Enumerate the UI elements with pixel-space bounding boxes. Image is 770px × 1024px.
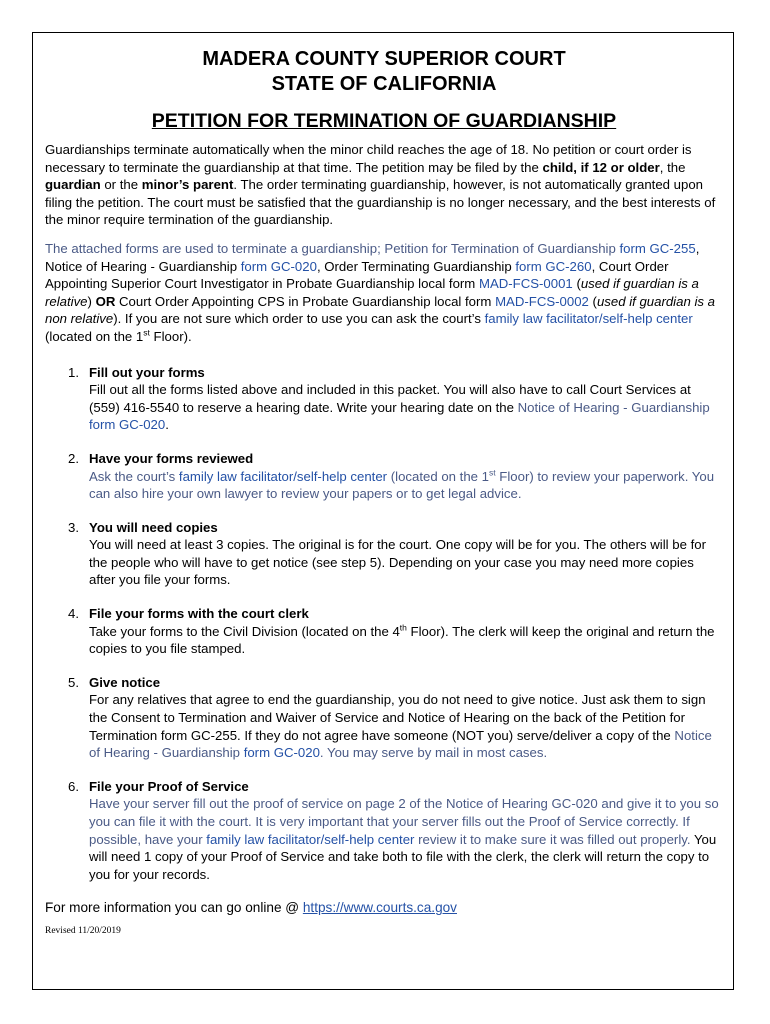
link-form-gc-260[interactable]: form GC-260 — [515, 258, 592, 274]
link-form-gc-020[interactable]: form GC-020 — [240, 258, 317, 274]
step-title: Fill out your forms — [89, 364, 205, 380]
link-form-gc-255[interactable]: form GC-255 — [619, 240, 696, 256]
step-item: 5. Give notice For any relatives that agree to end the guardianship, you do not need to give notice. Just ask them to sign the Consent to Termination and Waiver of Service and Notice of Hearing on the back of the Petition for Termination form GC-255. If they do not agree have someone (NOT you) serve/deliver a copy of the Notice of Hearing - Guardianship form GC-020. You may serve by mail in most cases. — [45, 674, 723, 762]
steps-list — [45, 364, 723, 884]
document-title: PETITION FOR TERMINATION OF GUARDIANSHIP — [151, 110, 617, 132]
step-title: File your Proof of Service — [89, 778, 249, 794]
state-name: STATE OF CALIFORNIA — [271, 73, 497, 95]
link-form-gc-020[interactable]: form GC-020 — [89, 417, 166, 433]
forms-paragraph: The attached forms are used to terminate a guardianship; Petition for Termination of Guardianship form GC-255, Notice of Hearing - Guardianship form GC-020, Order Terminating Guardianship form GC-260, Court Order Appointing Superior Court Investigator in Probate Guardianship local form MAD-FCS-0001 (used if guardian is a relative) OR Court Order Appointing CPS in Probate Guardianship local form MAD-FCS-0002 (used if guardian is a non relative). If you are not sure which order to use you can ask the court’s family law facilitator/self-help center (located on the 1st Floor). — [45, 240, 715, 344]
court-name: MADERA COUNTY SUPERIOR COURT — [202, 48, 566, 70]
courts-website-link[interactable]: https://www.courts.ca.gov — [302, 900, 457, 916]
step-item: 3. You will need copies You will need at least 3 copies. The original is for the court. One copy will be for you. The others will be for the people who will have to get notice (see step 5). Depending on your case you may need more copies after you file your forms. — [45, 519, 723, 589]
step-item: 6. File your Proof of Service Have your server fill out the proof of service on page 2 of the Notice of Hearing GC-020 and give it to you so you can file it with the court. It is very important that your server fills out the Proof of Service correctly. If possible, have your family law facilitator/self-help center review it to make sure it was filled out properly. You will need 1 copy of your Proof of Service and take both to file with the clerk, the clerk will return the copy to you for your records. — [45, 778, 723, 884]
link-form-gc-020[interactable]: form GC-020 — [243, 745, 320, 761]
more-info-line: For more information you can go online @ https://www.courts.ca.gov — [45, 900, 457, 916]
step-item: 1. Fill out your forms Fill out all the forms listed above and included in this packet. You will also have to call Court Services at (559) 416-5540 to reserve a hearing date. Write your hearing date on the Notice of Hearing - Guardianship form GC-020. — [45, 364, 723, 434]
link-self-help-center[interactable]: family law facilitator/self-help center — [206, 831, 415, 847]
step-title: You will need copies — [89, 519, 218, 535]
step-item: 4. File your forms with the court clerk Take your forms to the Civil Division (located on the 4th Floor). The clerk will keep the original and return the copies to you file stamped. — [45, 605, 723, 658]
step-item: 2. Have your forms reviewed Ask the court’s family law facilitator/self-help center (located on the 1st Floor) to review your paperwork. You can also hire your own lawyer to review your papers or to get legal advice. — [45, 450, 723, 503]
link-mad-fcs-0002[interactable]: MAD-FCS-0002 — [495, 293, 589, 309]
step-title: Have your forms reviewed — [89, 450, 254, 466]
link-mad-fcs-0001[interactable]: MAD-FCS-0001 — [478, 276, 573, 292]
link-self-help-center[interactable]: family law facilitator/self-help center — [178, 468, 388, 484]
document-body — [45, 47, 723, 936]
revision-date: Revised 11/20/2019 — [45, 926, 121, 937]
link-self-help-center[interactable]: family law facilitator/self-help center — [484, 311, 693, 327]
page-border — [32, 32, 734, 990]
step-title: File your forms with the court clerk — [89, 606, 309, 622]
step-title: Give notice — [89, 674, 161, 690]
intro-paragraph: Guardianships terminate automatically when the minor child reaches the age of 18. No petition or court order is necessary to terminate the guardianship at that time. The petition may be filed by the child, if 12 or older, the guardian or the minor’s parent. The order terminating guardianship, however, is not automatically granted upon filing the petition. The court must be satisfied that the guardianship is no longer necessary, and the best interests of the minor require termination of the guardianship. — [45, 142, 716, 228]
